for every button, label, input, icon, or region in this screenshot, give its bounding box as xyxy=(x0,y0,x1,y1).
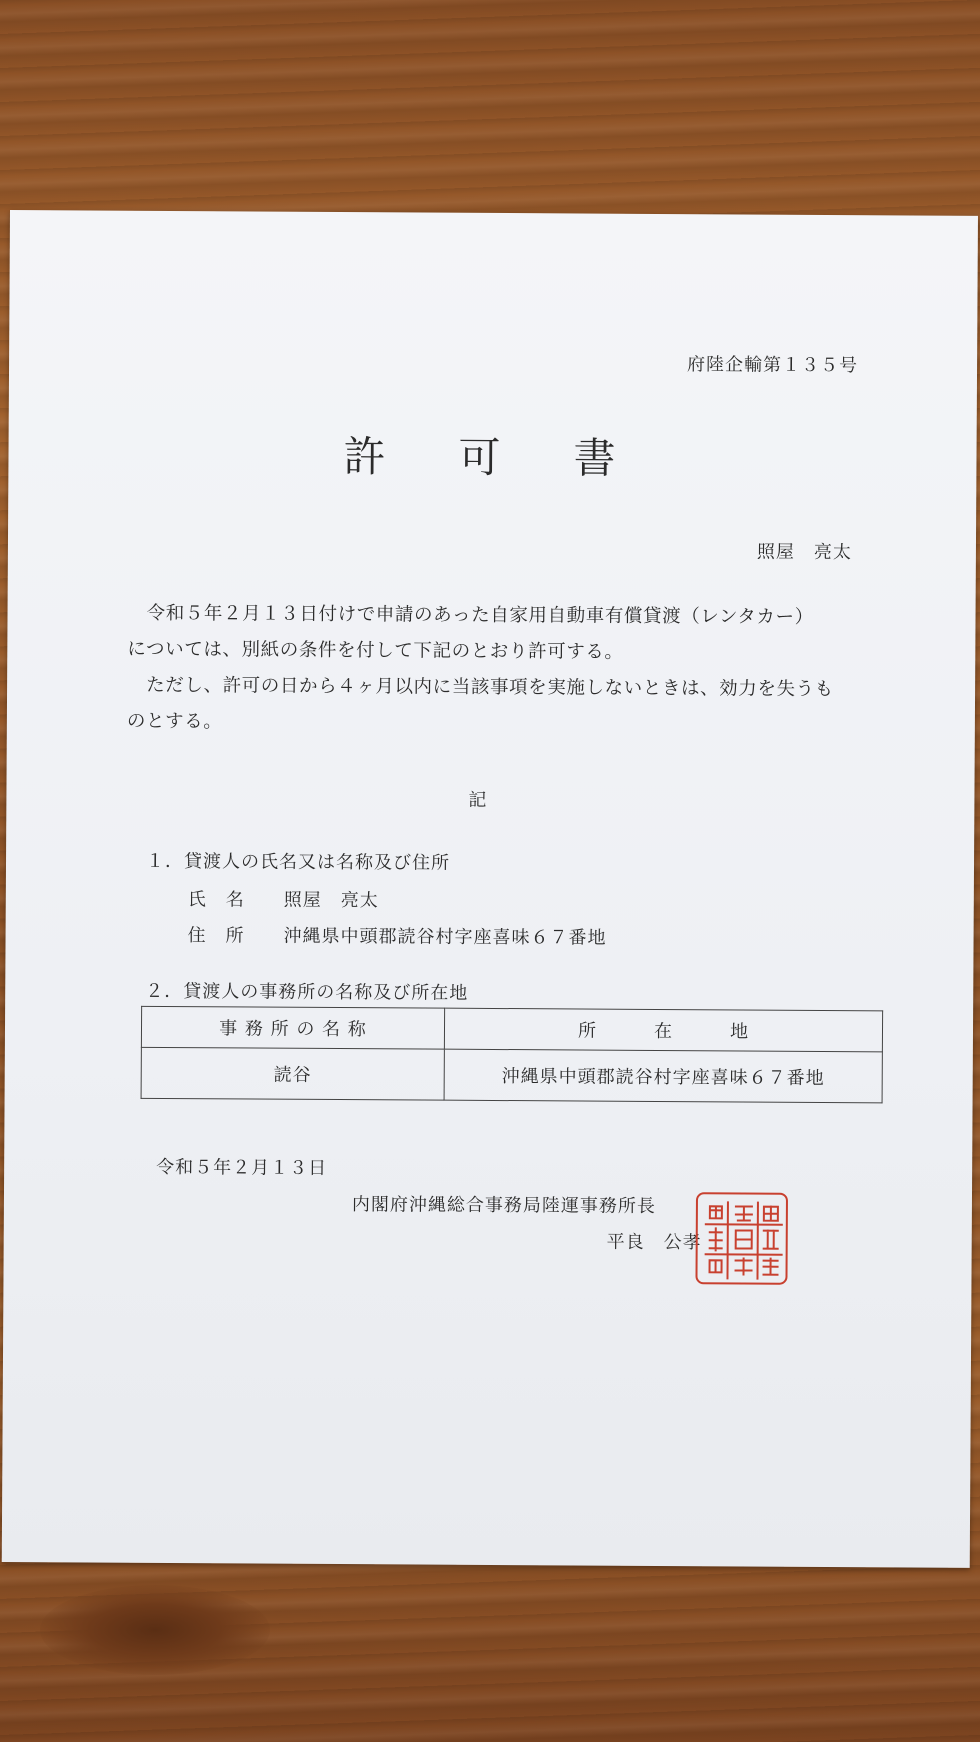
document-number: 府陸企輸第１３５号 xyxy=(687,354,859,377)
table-header-row xyxy=(141,1006,882,1052)
issuer-name: 平良 公孝 xyxy=(606,1231,702,1254)
section1-heading: １．貸渡人の氏名又は名称及び住所 xyxy=(145,850,451,874)
address-label xyxy=(188,921,264,947)
body-line: のとする。 xyxy=(126,710,223,733)
wood-grain-knot xyxy=(40,1585,270,1675)
table-row xyxy=(141,1047,882,1103)
office-table xyxy=(141,1006,884,1104)
seal-stamp-icon xyxy=(697,1194,790,1287)
label-char: 名 xyxy=(225,889,245,911)
body-line: については、別紙の条件を付して下記のとおり許可する。 xyxy=(127,638,624,663)
body-line: ただし、許可の日から４ヶ月以内に当該事項を実施しないときは、効力を失うも xyxy=(127,674,834,701)
label-char: 住 xyxy=(187,925,207,947)
official-seal xyxy=(695,1192,788,1285)
address-value: 沖縄県中頭郡読谷村字座喜味６７番地 xyxy=(283,925,607,949)
table-header-cell: 事 務 所 の 名 称 xyxy=(141,1006,444,1049)
issuer-office: 内閣府沖縄総合事務局陸運事務所長 xyxy=(351,1194,656,1217)
section2-heading: ２．貸渡人の事務所の名称及び所在地 xyxy=(145,980,469,1004)
issue-date: 令和５年２月１３日 xyxy=(156,1156,328,1179)
office-name-cell: 読谷 xyxy=(141,1047,444,1100)
label-char: 所 xyxy=(225,925,245,947)
ki-marker: 記 xyxy=(468,789,488,811)
office-address-cell: 沖縄県中頭郡読谷村字座喜味６７番地 xyxy=(444,1049,882,1103)
body-line: 令和５年２月１３日付けで申請のあった自家用自動車有償貸渡（レンタカー） xyxy=(127,602,814,628)
recipient-name: 照屋 亮太 xyxy=(756,541,852,564)
document-title xyxy=(343,424,688,486)
title-char: 書 xyxy=(573,433,616,483)
permit-document xyxy=(2,210,978,1568)
table-header-cell: 所 在 地 xyxy=(444,1008,882,1052)
title-char: 許 xyxy=(343,432,386,482)
name-label xyxy=(188,885,264,911)
title-char: 可 xyxy=(458,432,501,483)
label-char: 氏 xyxy=(187,889,207,911)
name-value: 照屋 亮太 xyxy=(283,889,379,912)
